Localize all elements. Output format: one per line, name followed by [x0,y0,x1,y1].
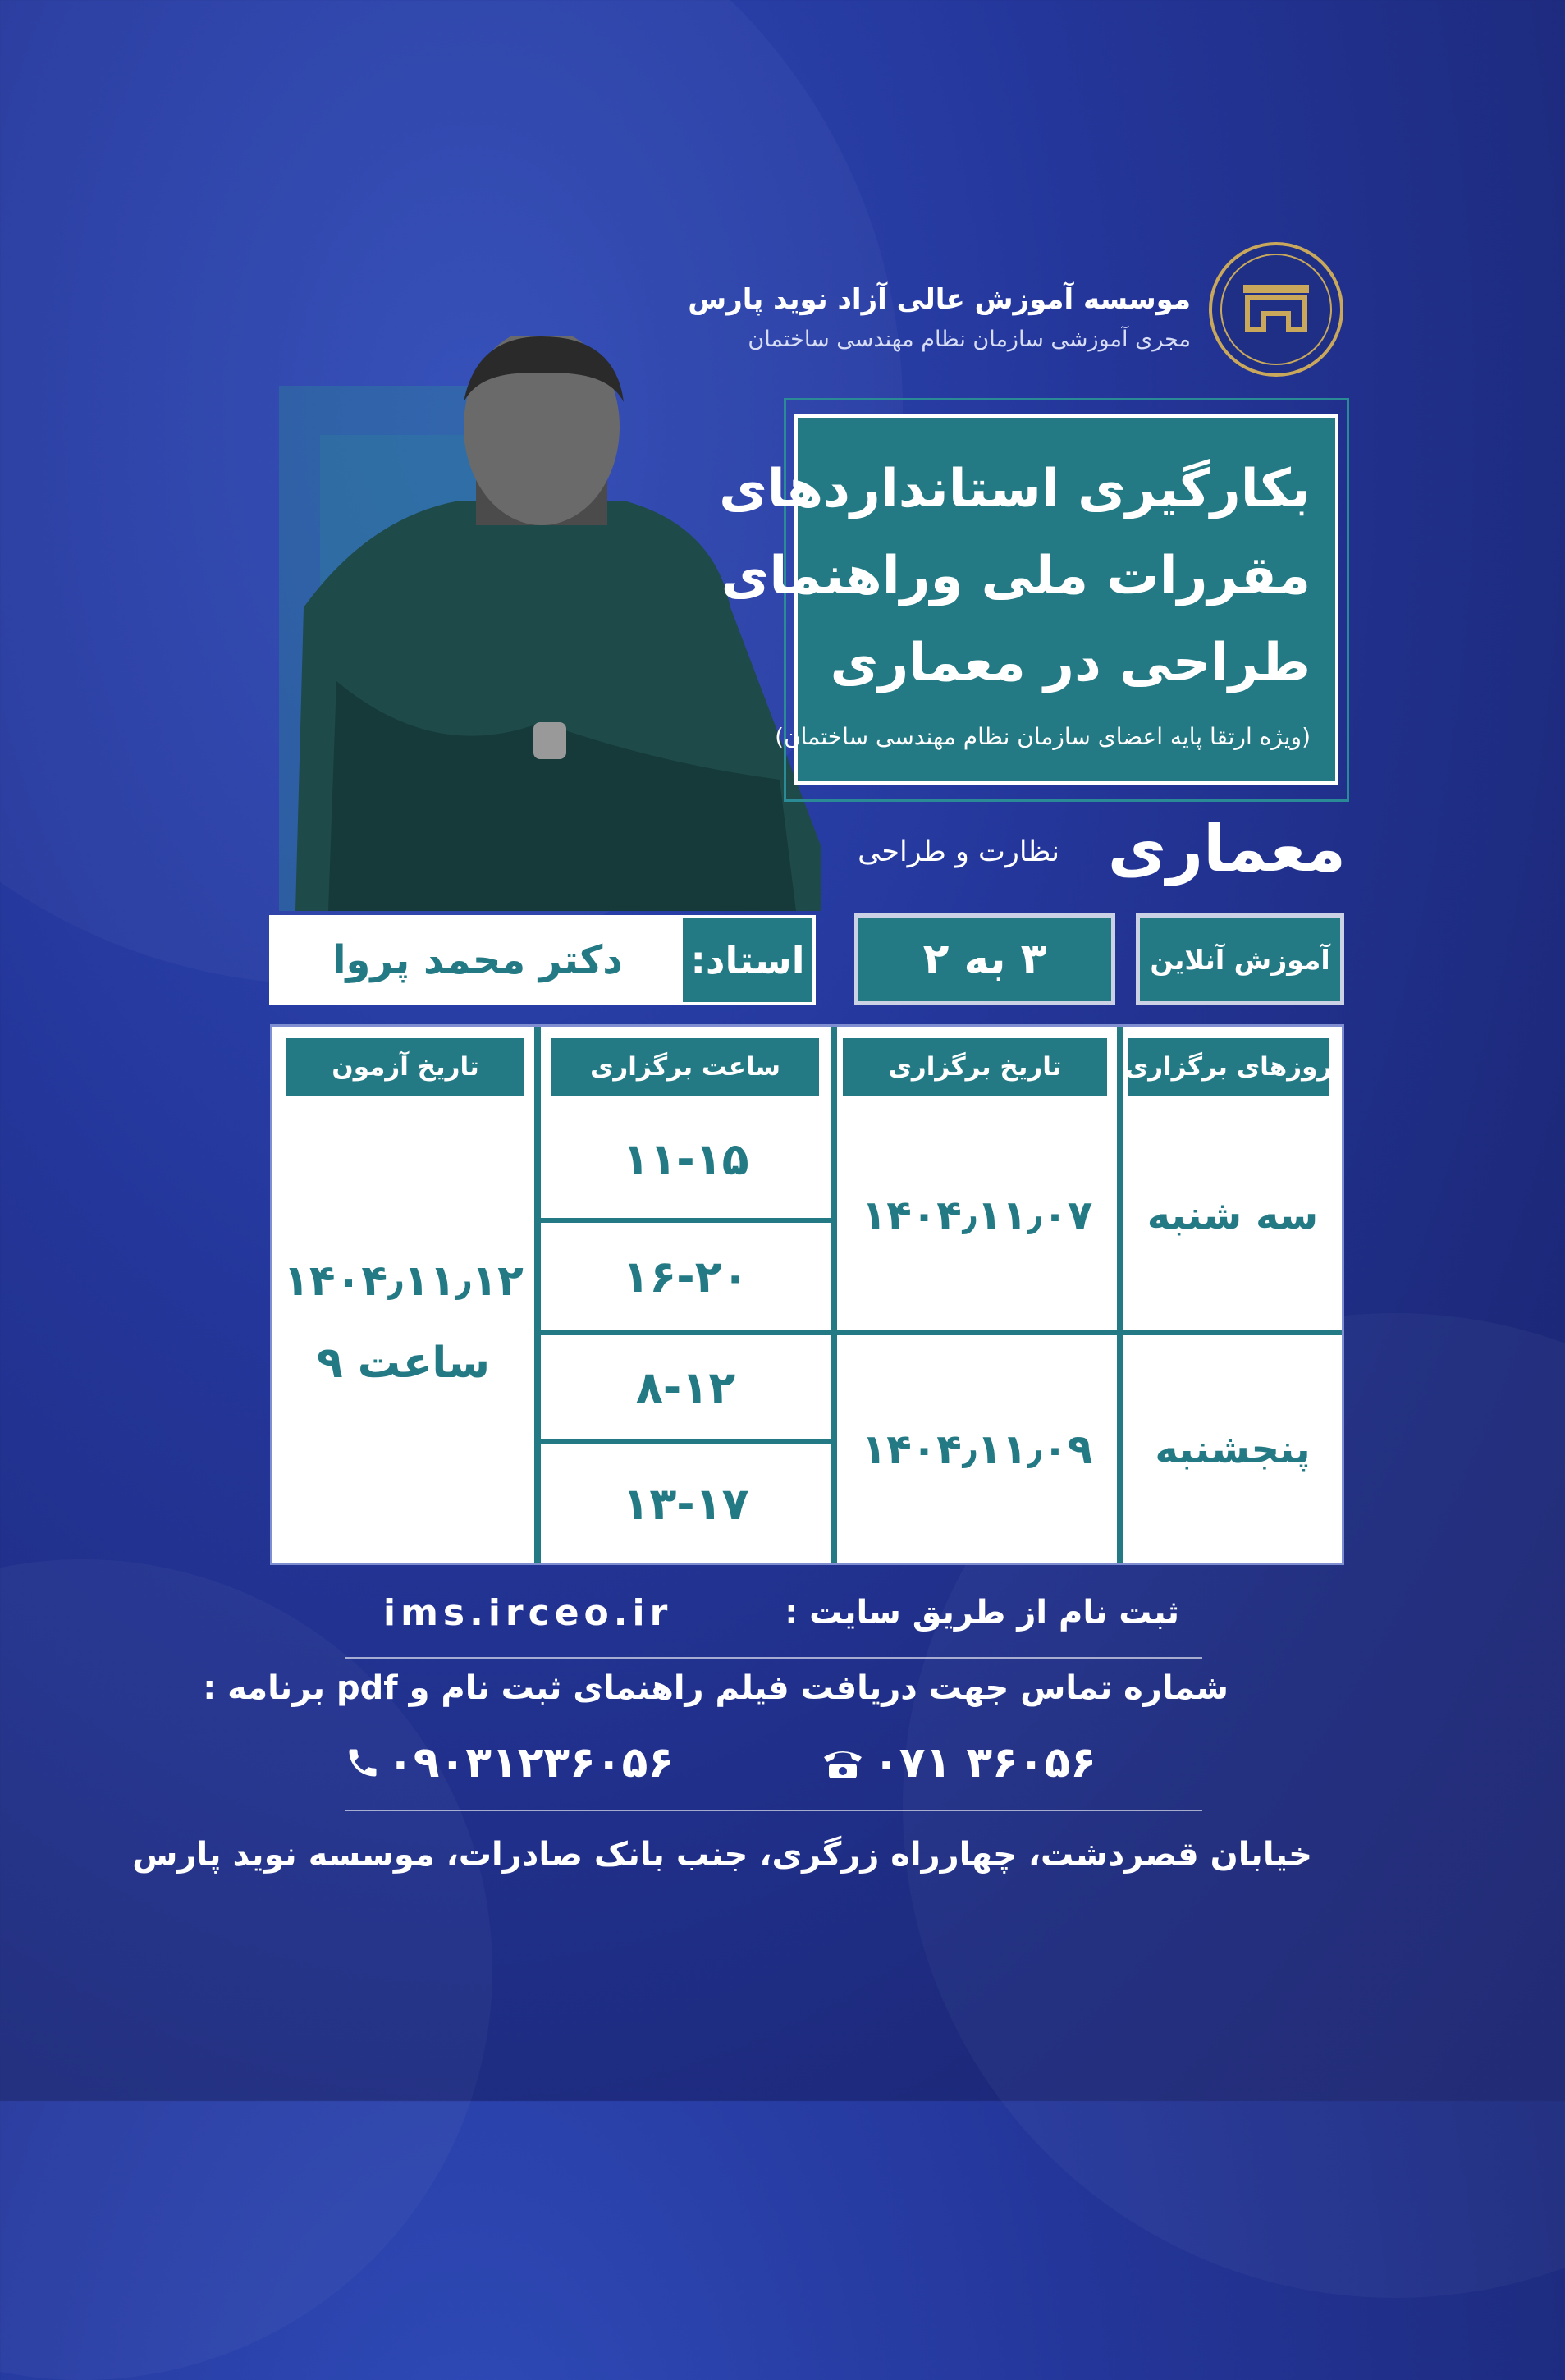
time-cell: ۱۳-۱۷ [622,1477,749,1530]
instructor-photo [271,336,821,911]
table-divider [1117,1027,1123,1563]
teacher-name: دکتر محمد پروا [272,918,683,1002]
header-days: روزهای برگزاری [1128,1038,1329,1096]
course-title-box [719,414,1338,785]
course-title-line: مقررات ملی وراهنمای [721,546,1311,606]
register-link[interactable]: ims.irceo.ir [383,1592,673,1634]
landline-number[interactable] [821,1738,1096,1787]
header-date: تاریخ برگزاری [843,1038,1107,1096]
exam-date: ۱۴۰۴٫۱۱٫۱۲ [283,1256,524,1306]
course-title-line: طراحی در معماری [830,633,1311,693]
time-cell: ۱۱-۱۵ [622,1133,749,1185]
org-name: موسسه آموزش عالی آزاد نوید پارس [688,283,1191,316]
divider [345,1657,1202,1659]
course-title-line: بکارگیری استانداردهای [719,459,1311,519]
ratio-badge: ۳ به ۲ [854,913,1115,1005]
org-subtitle: مجری آموزشی سازمان نظام مهندسی ساختمان [748,327,1191,352]
mode-badge: آموزش آنلاین [1136,913,1344,1005]
date-cell: ۱۴۰۴٫۱۱٫۰۷ [861,1192,1093,1239]
day-cell: سه شنبه [1146,1192,1319,1238]
mobile-number[interactable] [345,1738,674,1787]
course-note: (ویژه ارتقا پایه اعضای سازمان نظام مهندسی ساختمان) [775,723,1311,750]
institute-logo [1209,242,1343,377]
address: خیابان قصردشت، چهارراه زرگری، جنب بانک صادرات، موسسه نوید پارس [132,1836,1312,1874]
discipline-name: معماری [1107,812,1346,886]
header-time: ساعت برگزاری [551,1038,819,1096]
day-cell: پنجشنبه [1155,1426,1311,1472]
telephone-icon [821,1744,865,1782]
divider [345,1810,1202,1811]
landline-number-text: ۰۷۱ ۳۶۰۵۶ [873,1738,1097,1787]
discipline-sub: نظارت و طراحی [858,835,1059,868]
time-cell: ۸-۱۲ [635,1362,736,1413]
register-label: ثبت نام از طریق سایت : [785,1594,1179,1632]
teacher-label: استاد: [683,918,812,1002]
time-cell: ۱۶-۲۰ [622,1251,749,1302]
exam-time: ساعت ۹ [316,1339,491,1388]
phone-icon [345,1745,381,1781]
date-cell: ۱۴۰۴٫۱۱٫۰۹ [861,1425,1093,1473]
schedule-table [270,1024,1344,1565]
header-exam: تاریخ آزمون [286,1038,524,1096]
teacher-box [269,915,816,1005]
contact-label: شماره تماس جهت دریافت فیلم راهنمای ثبت نام و pdf برنامه : [203,1669,1229,1707]
table-divider [831,1027,837,1563]
table-divider [534,1027,541,1563]
mobile-number-text: ۰۹۰۳۱۲۳۶۰۵۶ [387,1738,675,1787]
